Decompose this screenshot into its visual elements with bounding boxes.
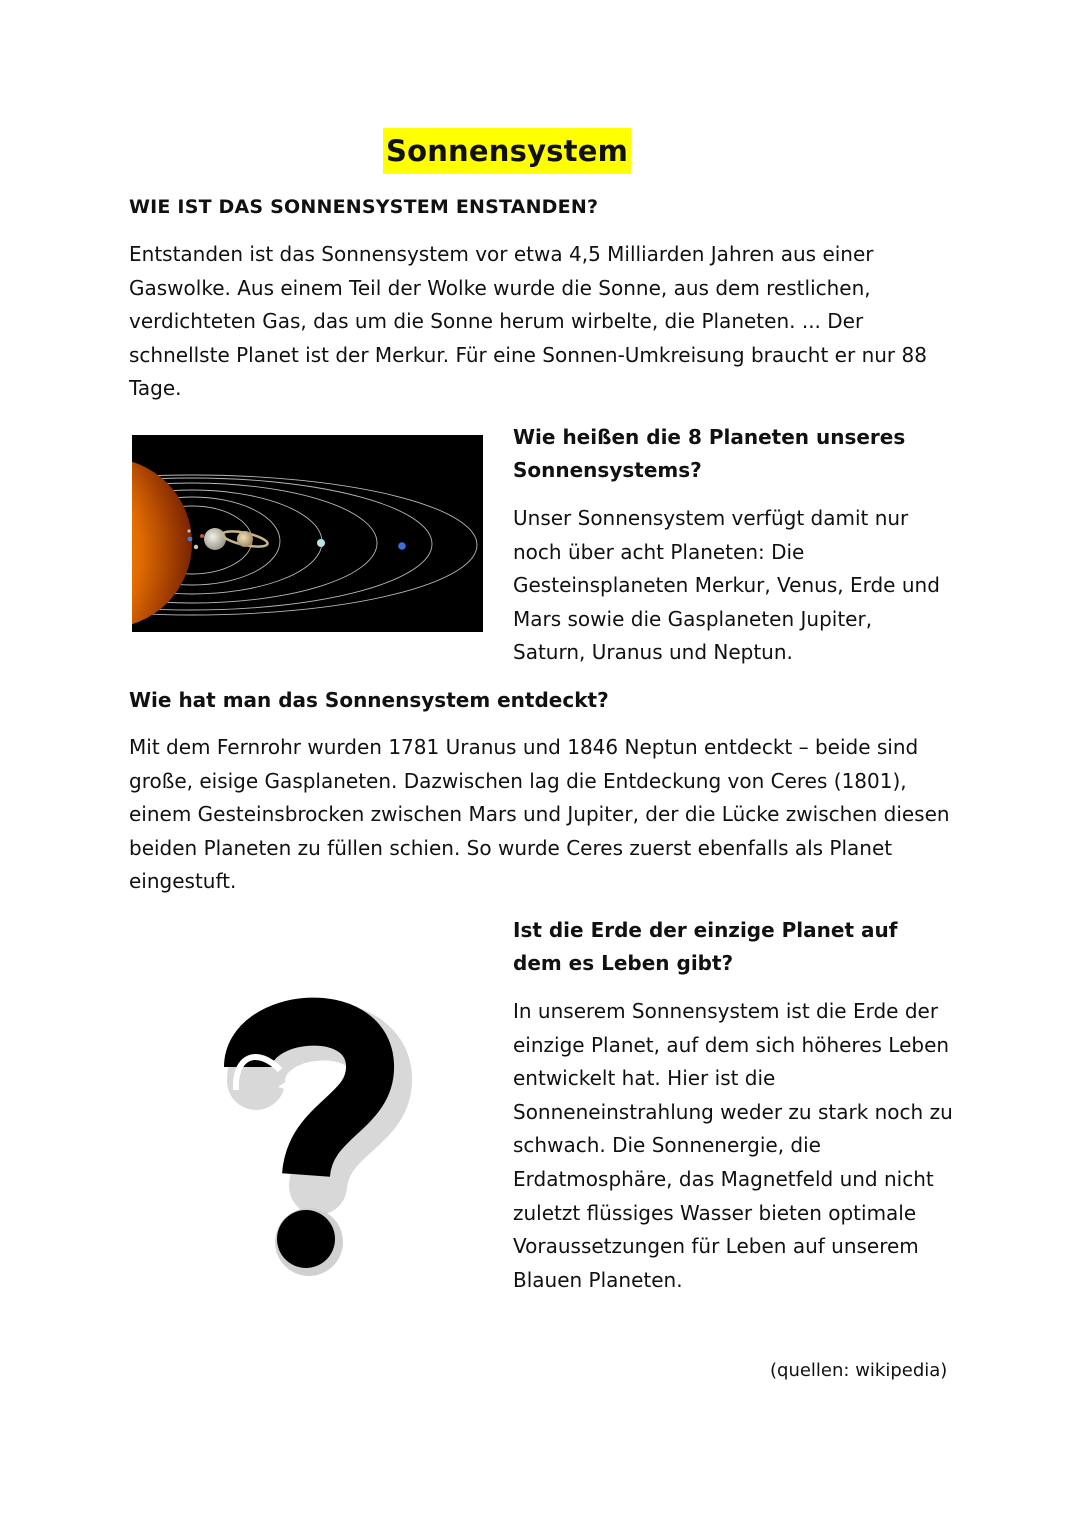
section-2-body: Unser Sonnensystem verfügt damit nur noch über acht Planeten: Die Gesteinsplaneten Merkur, Venus, Erde und Mars sowie die Gasplaneten Jupiter, Saturn, Uranus und Neptun. (513, 506, 940, 665)
section-2-heading: Wie heißen die 8 Planeten unseres Sonnensystems? (513, 425, 906, 482)
section-3-heading: Wie hat man das Sonnensystem entdeckt? (129, 688, 609, 712)
page-title: Sonnensystem (383, 128, 631, 174)
section-3-body: Mit dem Fernrohr wurden 1781 Uranus und 1846 Neptun entdeckt – beide sind große, eisige Gasplaneten. Dazwischen lag die Entdeckung von Ceres (1801), einem Gesteinsbrocken zwischen Mars und Jupiter, der die Lücke zwischen diesen beiden Planeten zu füllen schien. So wurde Ceres zuerst ebenfalls als Planet eingestuft. (129, 735, 950, 894)
section-1-body: Entstanden ist das Sonnensystem vor etwa 4,5 Milliarden Jahren aus einer Gaswolke. Aus einem Teil der Wolke wurde die Sonne, aus dem restlichen, verdichteten Gas, das um die Sonne herum wirbelte, die Planeten. ... Der schnellste Planet ist der Merkur. Für eine Sonnen-Umkreisung braucht er nur 88 Tage. (129, 242, 927, 401)
section-4-body: In unserem Sonnensystem ist die Erde der einzige Planet, auf dem sich höheres Leben entwickelt hat. Hier ist die Sonneneinstrahlung weder zu stark noch zu schwach. Die Sonnenergie, die Erdatmosphäre, das Magnetfeld und nicht zuletzt flüssiges Wasser bieten optimale Voraussetzungen für Leben auf unserem Blauen Planeten. (513, 999, 953, 1292)
source-note: (quellen: wikipedia) (770, 1360, 948, 1381)
solar-system-image (132, 435, 483, 632)
section-1-heading: WIE IST DAS SONNENSYSTEM ENSTANDEN? (129, 196, 599, 218)
question-mark-image (218, 995, 418, 1285)
question-mark-icon (218, 995, 418, 1285)
section-4-heading: Ist die Erde der einzige Planet auf dem es Leben gibt? (513, 918, 898, 975)
solar-system-illustration (132, 435, 483, 632)
